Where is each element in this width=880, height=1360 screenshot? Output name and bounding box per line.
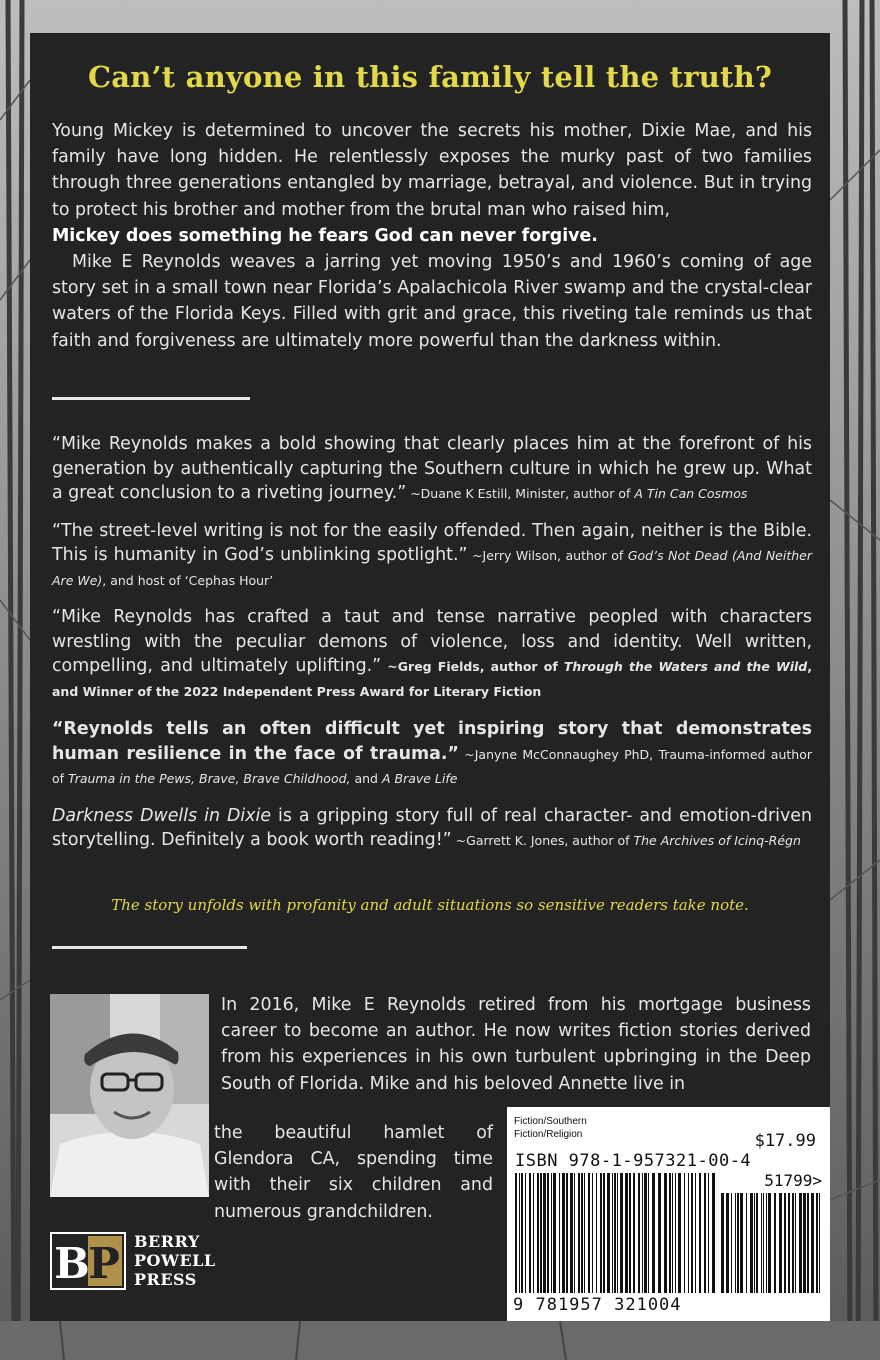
blurb-paragraph-2: Mike E Reynolds weaves a jarring yet moving 1950’s and 1960’s coming of age story set in a small town near Florida’s Apalachicola River swamp and the crystal-clear waters of the Florida Keys. Filled with grit and grace, this riveting tale reminds us that faith and forgiveness are ultimately more powerful than the darkness within. <box>52 252 812 351</box>
quote-book-title: The Archives of Icinq-Régn <box>633 833 801 848</box>
quote-attribution: ~Duane K Estill, Minister, author of <box>406 486 635 501</box>
book-title: Darkness Dwells in Dixie <box>52 805 272 826</box>
endorsement-quote <box>52 519 812 593</box>
headline: Can’t anyone in this family tell the truth? <box>87 60 773 94</box>
endorsement-quote <box>52 804 812 853</box>
quote-text: “Mike Reynolds has crafted a taut and tense narrative peopled with characters wrestling with the peculiar demons of violence, loss and identity. Well written, compelling, and ultimately uplifting.” <box>52 607 812 676</box>
category-line: Fiction/Religion <box>514 1129 583 1140</box>
author-bio: In 2016, Mike E Reynolds retired from his mortgage business career to become an author. He now writes fiction stories derived from his experiences in his own turbulent upbringing in the Deep South of Florida. Mike and his beloved Annette live in <box>221 995 811 1094</box>
quote-attribution-end: , and host of ‘Cephas Hour’ <box>102 572 274 588</box>
quote-attribution: ~Garrett K. Jones, author of <box>451 833 634 848</box>
quote-attribution: ~Jerry Wilson, author of <box>467 548 628 563</box>
quote-text: “Mike Reynolds makes a bold showing that clearly places him at the forefront of his generation by authentically capturing the Southern culture in which he grew up. What a great conclusion to a riveting journey.” <box>52 434 812 503</box>
publisher-name-line: BERRY <box>134 1232 200 1251</box>
quote-book-title: A Brave Life <box>381 771 458 786</box>
price-code: 51799> <box>764 1171 822 1190</box>
quote-attribution: ~Greg Fields, author of <box>381 659 564 674</box>
author-bio-continued: the beautiful hamlet of Glendora CA, spending time with their six children and numerous grandchildren. <box>214 1123 493 1222</box>
quote-book-title: Through the Waters and the Wild <box>563 659 808 674</box>
publisher-name-line: PRESS <box>134 1270 197 1289</box>
barcode-box <box>507 1107 830 1321</box>
svg-text:P: P <box>88 1239 120 1288</box>
quote-and: and <box>350 771 382 786</box>
publisher-name-line: POWELL <box>134 1251 216 1270</box>
endorsements <box>52 432 812 866</box>
endorsement-quote <box>52 717 812 791</box>
quote-book-title: A Tin Can Cosmos <box>634 486 748 501</box>
quote-attribution-end: , and Winner of the 2022 Independent Press Award for Literary Fiction <box>52 659 812 699</box>
book-blurb <box>52 118 812 354</box>
category-line: Fiction/Southern <box>514 1116 587 1127</box>
publisher-monogram <box>50 1232 126 1290</box>
quote-book-titles: Trauma in the Pews, Brave, Brave Childhood, <box>68 771 351 786</box>
quote-attribution: ~Janyne McConnaughey PhD, Trauma-informed author of <box>52 746 813 786</box>
publisher-logo <box>50 1232 230 1292</box>
quote-book-title: God’s Not Dead (And Neither Are We) <box>52 548 812 588</box>
bisac-category <box>514 1115 587 1141</box>
content-warning: The story unfolds with profanity and adult situations so sensitive readers take note. <box>111 896 749 914</box>
author-photo <box>50 994 209 1197</box>
quote-text: “Reynolds tells an often difficult yet inspiring story that demonstrates human resilience in the face of trauma.” <box>52 719 812 764</box>
blurb-bold-line: Mickey does something he fears God can never forgive. <box>52 225 598 246</box>
barcode-number: 9 781957 321004 <box>513 1295 682 1315</box>
svg-text:B: B <box>54 1239 90 1288</box>
endorsement-quote <box>52 432 812 506</box>
divider-rule <box>52 397 250 400</box>
endorsement-quote <box>52 605 812 703</box>
isbn: ISBN 978-1-957321-00-4 <box>515 1151 752 1171</box>
price: $17.99 <box>754 1131 816 1151</box>
publisher-name <box>134 1232 216 1289</box>
blurb-paragraph-1: Young Mickey is determined to uncover the secrets his mother, Dixie Mae, and his family have long hidden. He relentlessly exposes the murky past of two families through three generations entangled by marriage, betrayal, and violence. But in trying to protect his brother and mother from the brutal man who raised him, <box>52 121 812 220</box>
divider-rule <box>52 946 247 949</box>
quote-text: “The street-level writing is not for the easily offended. Then again, neither is the Bible. This is humanity in God’s unblinking spotlight.” <box>52 520 812 565</box>
quote-text: is a gripping story full of real character- and emotion-driven storytelling. Definitely a book worth reading!” <box>52 805 812 850</box>
